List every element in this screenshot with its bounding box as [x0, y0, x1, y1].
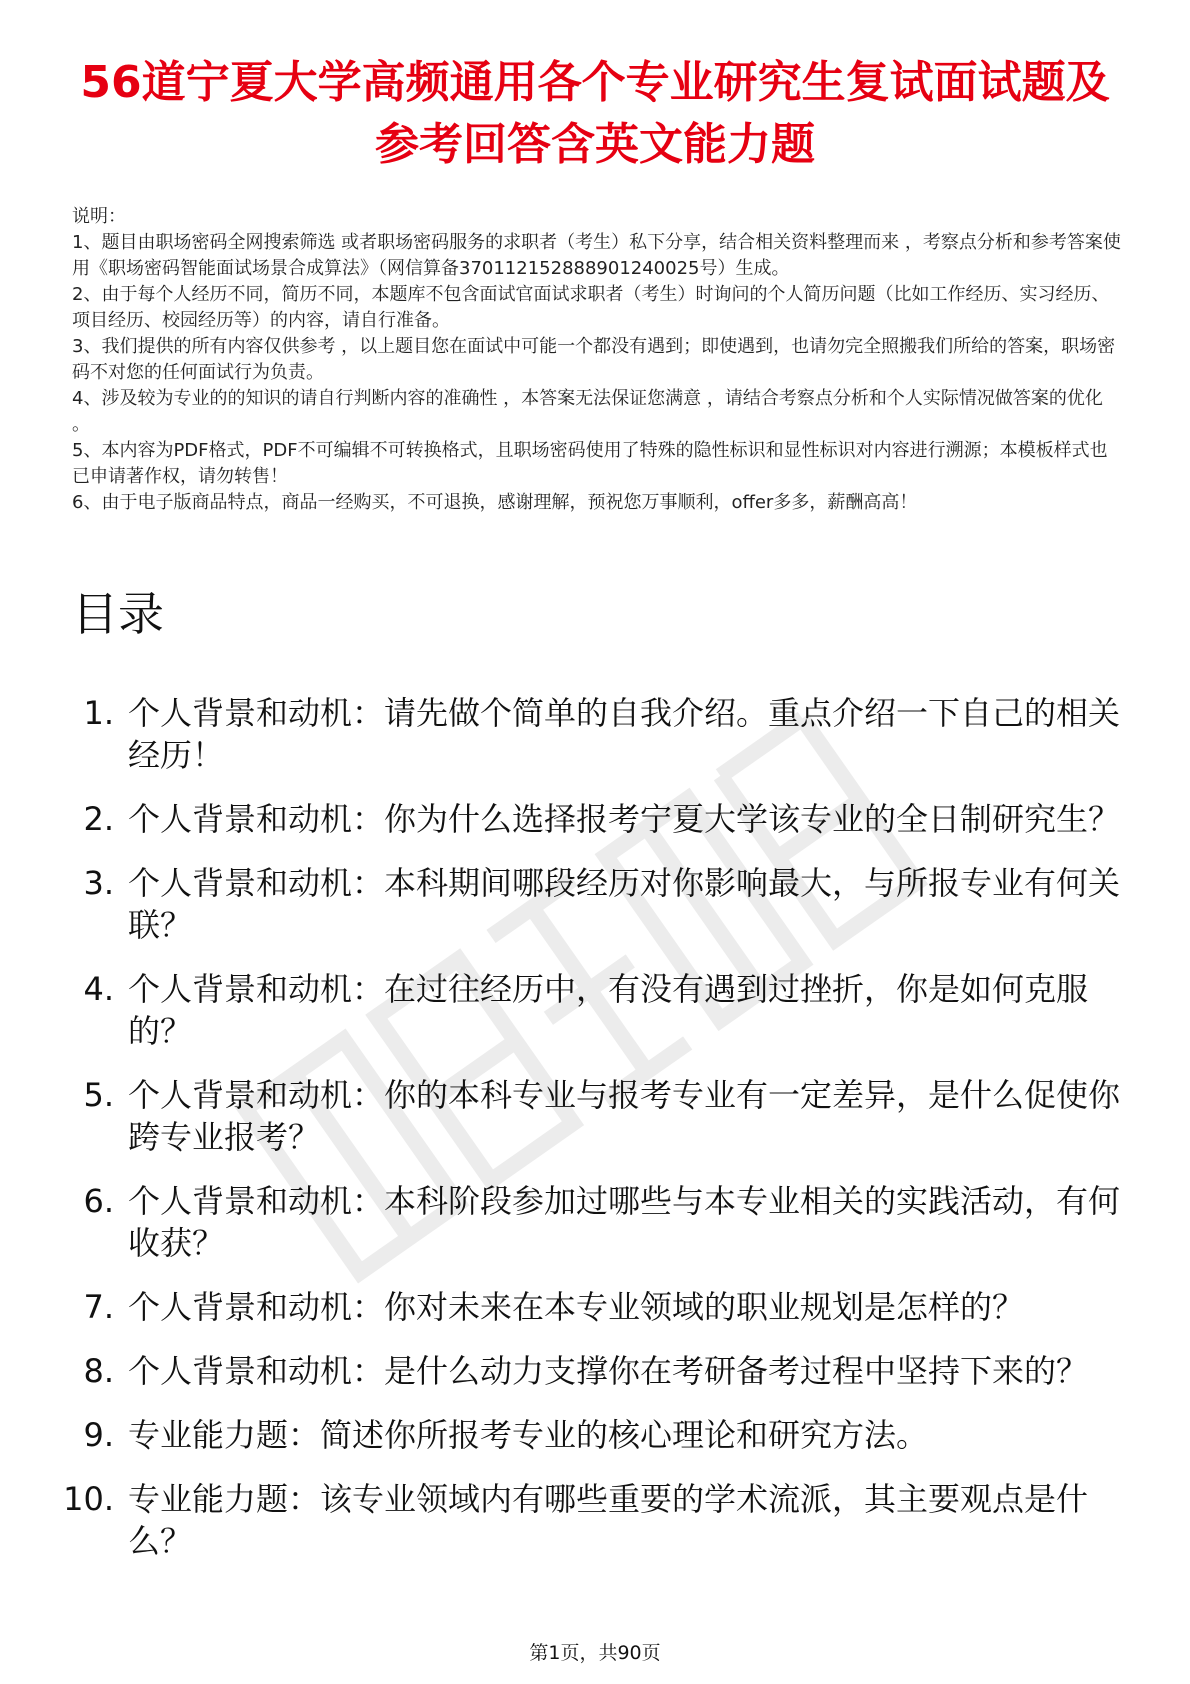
toc-item-number: 9. [83, 1416, 114, 1454]
toc-item-link[interactable]: 个人背景和动机：本科期间哪段经历对你影响最大，与所报专业有何关联？ [128, 864, 1121, 944]
notes-item: 1、题目由职场密码全网搜索筛选 或者职场密码服务的求职者（考生）私下分享，结合相关资料整理而来 ，考察点分析和参考答案使用《职场密码智能面试场景合成算法》（网信算备370112152888901240025号）生成。 [72, 232, 1121, 279]
toc-item-number: 10. [63, 1480, 114, 1518]
notes-item: 3、我们提供的所有内容仅供参考 ，以上题目您在面试中可能一个都没有遇到；即使遇到，也请勿完全照搬我们所给的答案，职场密码不对您的任何面试行为负责。 [72, 336, 1116, 383]
toc-item[interactable] [60, 1350, 1120, 1392]
toc-item[interactable] [60, 692, 1120, 776]
toc-item-link[interactable]: 个人背景和动机：你为什么选择报考宁夏大学该专业的全日制研究生？ [128, 800, 1121, 838]
notes-item: 2、由于每个人经历不同，简历不同，本题库不包含面试官面试求职者（考生）时询问的个人简历问题（比如工作经历、实习经历、项目经历、校园经历等）的内容，请自行准备。 [72, 284, 1110, 331]
toc-item-link[interactable]: 个人背景和动机：请先做个简单的自我介绍。重点介绍一下自己的相关经历！ [128, 694, 1121, 774]
toc-item-number: 1. [83, 694, 114, 732]
toc-item-link[interactable]: 个人背景和动机：你的本科专业与报考专业有一定差异，是什么促使你跨专业报考？ [128, 1076, 1121, 1156]
toc-item-link[interactable]: 个人背景和动机：你对未来在本专业领域的职业规划是怎样的？ [128, 1288, 1025, 1326]
notes-item: 4、涉及较为专业的的知识的请自行判断内容的准确性 ，本答案无法保证您满意 ，请结合考察点分析和个人实际情况做答案的优化 。 [72, 388, 1103, 435]
toc-item-number: 5. [83, 1076, 114, 1114]
toc-item-number: 3. [83, 864, 114, 902]
toc-item-link[interactable]: 个人背景和动机：是什么动力支撑你在考研备考过程中坚持下来的？ [128, 1352, 1089, 1390]
toc-item-link[interactable]: 个人背景和动机：在过往经历中，有没有遇到过挫折，你是如何克服的？ [128, 970, 1089, 1050]
notes-heading: 说明： [72, 206, 126, 227]
notes-item: 5、本内容为PDF格式，PDF不可编辑不可转换格式，且职场密码使用了特殊的隐性标识和显性标识对内容进行溯源；本模板样式也已申请著作权，请勿转售！ [72, 440, 1108, 487]
toc-item[interactable] [60, 798, 1120, 840]
toc-list [60, 692, 1120, 1584]
toc-item[interactable] [60, 968, 1120, 1052]
toc-item[interactable] [60, 1286, 1120, 1328]
toc-item-number: 2. [83, 800, 114, 838]
toc-item-number: 6. [83, 1182, 114, 1220]
page-number: 第1页，共90页 [529, 1642, 661, 1664]
document-title: 56道宁夏大学高频通用各个专业研究生复试面试题及参考回答含英文能力题 [80, 57, 1110, 170]
toc-item-link[interactable]: 个人背景和动机：本科阶段参加过哪些与本专业相关的实践活动，有何收获？ [128, 1182, 1121, 1262]
toc-item[interactable] [60, 1414, 1120, 1456]
toc-item-number: 8. [83, 1352, 114, 1390]
toc-item-link[interactable]: 专业能力题：该专业领域内有哪些重要的学术流派，其主要观点是什么？ [128, 1480, 1089, 1560]
toc-item-number: 4. [83, 970, 114, 1008]
toc-item-number: 7. [83, 1288, 114, 1326]
notes-section [72, 204, 1122, 516]
toc-item[interactable] [60, 1180, 1120, 1264]
toc-item[interactable] [60, 862, 1120, 946]
toc-item[interactable] [60, 1478, 1120, 1562]
toc-heading: 目录 [72, 587, 164, 641]
toc-item[interactable] [60, 1074, 1120, 1158]
notes-item: 6、由于电子版商品特点，商品一经购买，不可退换，感谢理解，预祝您万事顺利，offer多多，薪酬高高！ [72, 492, 918, 513]
toc-item-link[interactable]: 专业能力题：简述你所报考专业的核心理论和研究方法。 [128, 1416, 929, 1454]
